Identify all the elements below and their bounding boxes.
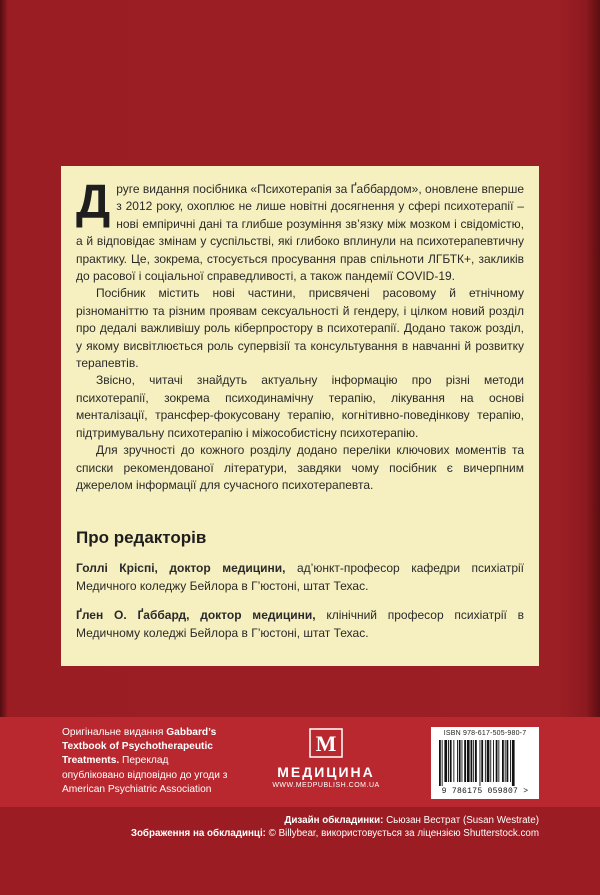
editor-entry-2 — [76, 607, 524, 642]
publisher-name: МЕДИЦИНА — [277, 764, 375, 780]
editor-entry-1 — [76, 560, 524, 595]
image-credit — [59, 827, 539, 840]
design-label: Дизайн обкладинки: — [284, 815, 384, 826]
editor-bio: ад’юнкт-професор кафедри психіатрії Медичного коледжу Бейлора в Г’юстоні, штат Техас. — [76, 561, 524, 593]
publisher-mark-icon — [309, 728, 343, 758]
design-value: Сьюзан Вестрат (Susan Westrate) — [383, 815, 539, 826]
design-credit — [59, 814, 539, 827]
drop-cap: Д — [76, 176, 111, 229]
barcode-digits: 9 786175 059807 > — [441, 787, 529, 796]
original-edition-note — [62, 726, 232, 797]
image-label: Зображення на обкладинці: — [130, 828, 266, 839]
description-paragraph-2: Посібник містить нові частини, присвячені расовому й етнічному різноманіттю та різним проявам сексуальності й гендеру, і цілком новий розділ про дедалі важливішу роль кіберпростору в психотерапії. Додано також розділ, у якому висвітлюється роль супервізії та консультування в навчанні й розвитку терапевтів. — [76, 286, 524, 371]
image-value: © Billybear, використовується за ліцензією Shutterstock.com — [265, 828, 539, 839]
description-p1-text: руге видання посібника «Психотерапія за Ґаббардом», оновлене вперше з 2012 року, охоплює не лише новітні досягнення у сфері психотерапії – нові емпіричні дані та глибше розуміння зв’язку між мозком і свідомістю, а й відповідає змінам у суспільстві, які глибоко вплинули на психотерапевтичну практику. Це, зокрема, стосується просування прав спільноти ЛГБТК+, закликів до расової і соціальної справедливості, а також пандемії COVID-19. — [76, 182, 524, 284]
barcode-bars-icon — [431, 740, 539, 786]
editor-name: Голлі Кріспі, доктор медицини, — [76, 561, 286, 576]
description-panel — [61, 166, 539, 666]
description-paragraph-1 — [76, 176, 524, 285]
publisher-logo — [262, 728, 390, 789]
cover-credits — [59, 814, 539, 840]
editor-bio: клінічний професор психіатрії в Медичному коледжі Бейлора в Г’юстоні, штат Техас. — [76, 608, 524, 640]
publisher-url: WWW.MEDPUBLISH.COM.UA — [272, 782, 380, 789]
original-prefix: Оригінальне видання — [62, 727, 167, 738]
book-description — [76, 176, 524, 494]
original-title: Gabbard’s Textbook of Psychotherapeutic Treatments. — [62, 727, 217, 767]
barcode — [431, 727, 539, 799]
original-suffix: Переклад опубліковано відповідно до угоди з American Psychiatric Association — [62, 755, 228, 795]
publisher-mark-letter: M — [315, 731, 337, 756]
editors-heading: Про редакторів — [76, 528, 207, 548]
description-paragraph-3: Звісно, читачі знайдуть актуальну інформацію про різні методи психотерапії, зокрема психодинамічну терапію, лікування на основі менталізації, трансфер-фокусовану терапію, когнітивно-поведінкову терапію, підтримувальну психотерапію і міжособистісну психотерапію. — [76, 373, 524, 440]
editor-name: Ґлен О. Ґаббард, доктор медицини, — [76, 608, 316, 623]
description-paragraph-4: Для зручності до кожного розділу додано переліки ключових моментів та списки рекомендованої літератури, завдяки чому посібник є вичерпним джерелом інформації для сучасного психотерапевта. — [76, 443, 524, 492]
isbn-label: ISBN 978-617-505-980-7 — [443, 730, 527, 737]
